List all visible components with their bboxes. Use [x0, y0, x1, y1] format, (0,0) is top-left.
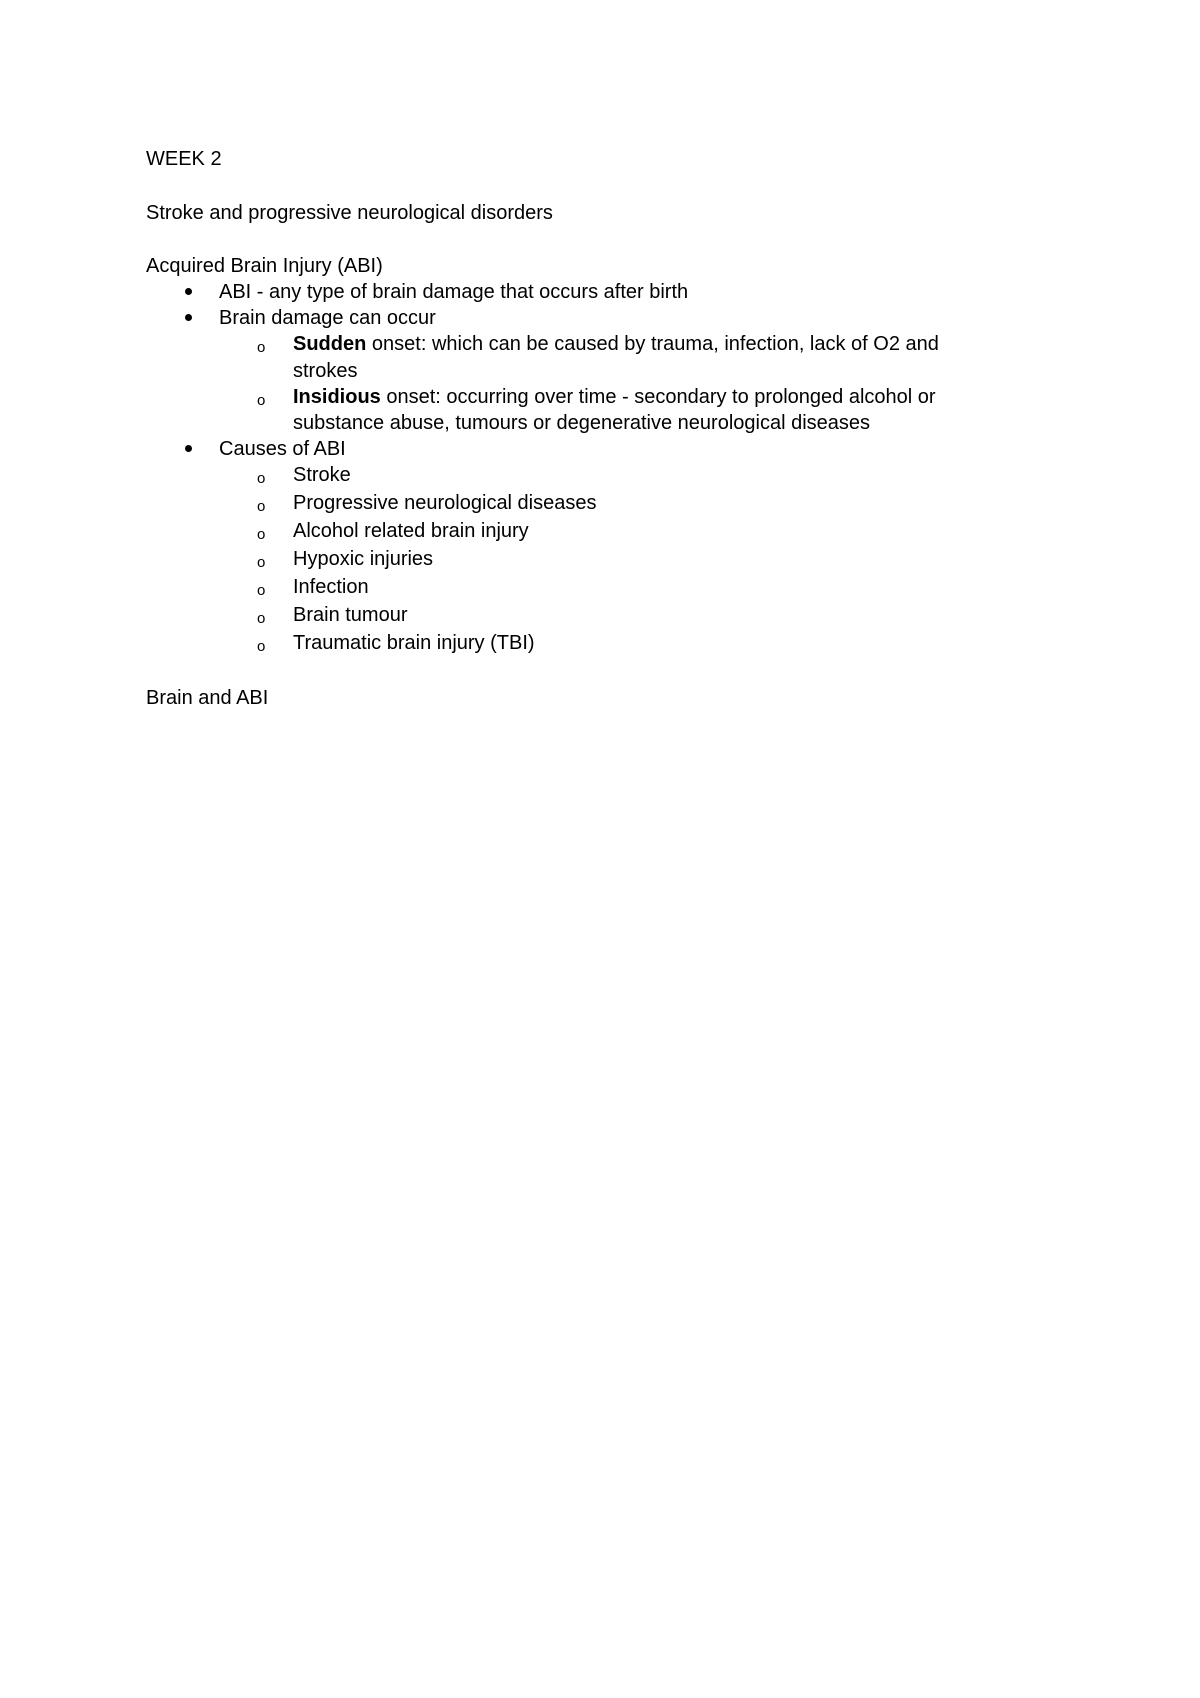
bullet-dot-icon	[185, 288, 192, 295]
onset-sudden-line1	[293, 331, 939, 358]
sub-bullet-icon: o	[257, 610, 266, 627]
cause-item: Stroke	[293, 464, 351, 486]
sub-bullet-icon: o	[257, 638, 266, 655]
brain-abi-section-heading: Brain and ABI	[146, 687, 269, 709]
onset-sudden-line2: strokes	[293, 360, 358, 382]
cause-item: Progressive neurological diseases	[293, 492, 597, 514]
bullet-dot-icon	[185, 314, 192, 321]
sub-bullet-icon: o	[257, 470, 266, 487]
list-item: Causes of ABI	[219, 438, 346, 460]
onset-insidious-term: Insidious	[293, 386, 381, 408]
sub-bullet-icon: o	[257, 392, 266, 409]
sub-bullet-icon: o	[257, 339, 266, 356]
abi-section-heading: Acquired Brain Injury (ABI)	[146, 255, 383, 277]
cause-item: Hypoxic injuries	[293, 548, 434, 570]
sub-bullet-icon: o	[257, 582, 266, 599]
cause-item: Traumatic brain injury (TBI)	[293, 632, 535, 654]
onset-insidious-line1	[293, 384, 936, 411]
sub-bullet-icon: o	[257, 526, 266, 543]
cause-item: Alcohol related brain injury	[293, 520, 529, 542]
sub-bullet-icon: o	[257, 498, 266, 515]
cause-item: Infection	[293, 576, 369, 598]
onset-insidious-line2: substance abuse, tumours or degenerative neurological diseases	[293, 412, 871, 434]
list-item: Brain damage can occur	[219, 307, 436, 329]
cause-item: Brain tumour	[293, 604, 408, 626]
onset-sudden-desc: onset: which can be caused by trauma, infection, lack of O2 and	[366, 333, 939, 355]
bullet-dot-icon	[185, 445, 192, 452]
list-item: ABI - any type of brain damage that occurs after birth	[219, 281, 689, 303]
onset-sudden-term: Sudden	[293, 333, 367, 355]
sub-bullet-icon: o	[257, 554, 266, 571]
week-heading: WEEK 2	[146, 148, 222, 170]
topic-title: Stroke and progressive neurological disorders	[146, 202, 553, 224]
onset-insidious-desc: onset: occurring over time - secondary to prolonged alcohol or	[380, 386, 936, 408]
